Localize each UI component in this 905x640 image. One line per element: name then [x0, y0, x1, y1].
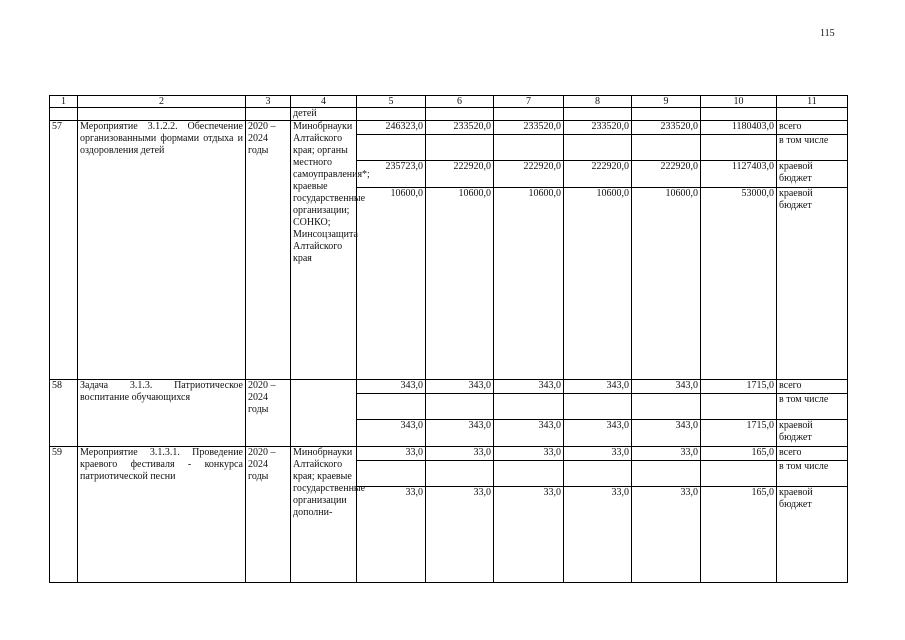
carry-over-row: [50, 108, 848, 121]
column-header: 5: [357, 96, 426, 108]
cell: [777, 108, 848, 121]
value-cell: 343,0: [357, 420, 426, 447]
value-cell: [564, 135, 632, 161]
value-cell: [357, 461, 426, 487]
column-header: 8: [564, 96, 632, 108]
table-row: [50, 447, 848, 461]
cell: [632, 108, 701, 121]
cell: [50, 108, 78, 121]
value-cell: 233520,0: [426, 121, 494, 135]
row-number: 59: [50, 447, 78, 583]
source-cell: всего: [777, 121, 848, 135]
value-cell: 222920,0: [426, 161, 494, 188]
row-executor: Минобрнауки Алтайского края; краевые государственные организации дополни-: [291, 447, 357, 583]
value-cell: 33,0: [564, 487, 632, 583]
value-cell: [701, 461, 777, 487]
row-name: Мероприятие 3.1.3.1. Проведение краевого фестиваля - конкурса патриотической песни: [78, 447, 246, 583]
value-cell: [494, 461, 564, 487]
value-cell: [426, 135, 494, 161]
value-cell: [564, 394, 632, 420]
value-cell: 10600,0: [494, 188, 564, 380]
value-cell: 33,0: [564, 447, 632, 461]
column-header: 11: [777, 96, 848, 108]
value-cell: 343,0: [494, 420, 564, 447]
budget-table: [49, 95, 848, 583]
value-cell: [701, 394, 777, 420]
source-cell: краевой бюджет: [777, 188, 848, 380]
cell: [357, 108, 426, 121]
value-cell: 222920,0: [564, 161, 632, 188]
value-cell: 343,0: [632, 420, 701, 447]
column-header: 7: [494, 96, 564, 108]
value-cell: [632, 461, 701, 487]
value-cell: 343,0: [564, 420, 632, 447]
value-cell: [426, 394, 494, 420]
source-cell: краевой бюджет: [777, 420, 848, 447]
value-cell: 33,0: [357, 447, 426, 461]
value-cell: [564, 461, 632, 487]
value-cell: 10600,0: [426, 188, 494, 380]
value-cell: 33,0: [426, 487, 494, 583]
cell: [494, 108, 564, 121]
row-number: 57: [50, 121, 78, 380]
page-number: 115: [820, 28, 835, 39]
value-cell: 343,0: [426, 420, 494, 447]
row-years: 2020 – 2024 годы: [246, 380, 291, 447]
source-cell: всего: [777, 380, 848, 394]
source-cell: в том числе: [777, 135, 848, 161]
cell: [701, 108, 777, 121]
value-cell: [426, 461, 494, 487]
value-cell: 1715,0: [701, 420, 777, 447]
value-cell: 33,0: [632, 487, 701, 583]
value-cell: [701, 135, 777, 161]
source-cell: краевой бюджет: [777, 161, 848, 188]
cell: [246, 108, 291, 121]
carry-over-text: детей: [291, 108, 357, 121]
cell: [426, 108, 494, 121]
value-cell: [357, 394, 426, 420]
value-cell: [494, 394, 564, 420]
value-cell: [632, 135, 701, 161]
column-header: 3: [246, 96, 291, 108]
value-cell: [494, 135, 564, 161]
column-header: 10: [701, 96, 777, 108]
value-cell: 10600,0: [632, 188, 701, 380]
value-cell: 233520,0: [564, 121, 632, 135]
value-cell: 1715,0: [701, 380, 777, 394]
table-row: [50, 121, 848, 135]
cell: [78, 108, 246, 121]
source-cell: всего: [777, 447, 848, 461]
value-cell: 33,0: [357, 487, 426, 583]
value-cell: [632, 394, 701, 420]
column-header: 2: [78, 96, 246, 108]
value-cell: 33,0: [632, 447, 701, 461]
value-cell: 165,0: [701, 487, 777, 583]
table-row: [50, 380, 848, 394]
source-cell: в том числе: [777, 461, 848, 487]
value-cell: 1180403,0: [701, 121, 777, 135]
value-cell: 165,0: [701, 447, 777, 461]
row-name: Задача 3.1.3. Патриотическое воспитание обучающихся: [78, 380, 246, 447]
row-number: 58: [50, 380, 78, 447]
value-cell: 10600,0: [357, 188, 426, 380]
row-years: 2020 – 2024 годы: [246, 447, 291, 583]
value-cell: 1127403,0: [701, 161, 777, 188]
value-cell: 53000,0: [701, 188, 777, 380]
value-cell: 343,0: [357, 380, 426, 394]
value-cell: 10600,0: [564, 188, 632, 380]
row-years: 2020 – 2024 годы: [246, 121, 291, 380]
value-cell: 222920,0: [632, 161, 701, 188]
column-header: 9: [632, 96, 701, 108]
value-cell: 33,0: [426, 447, 494, 461]
source-cell: краевой бюджет: [777, 487, 848, 583]
value-cell: 233520,0: [494, 121, 564, 135]
value-cell: 33,0: [494, 447, 564, 461]
value-cell: [357, 135, 426, 161]
column-header: 4: [291, 96, 357, 108]
value-cell: 343,0: [564, 380, 632, 394]
column-header-row: [50, 96, 848, 108]
cell: [564, 108, 632, 121]
value-cell: 343,0: [494, 380, 564, 394]
value-cell: 343,0: [426, 380, 494, 394]
row-name: Мероприятие 3.1.2.2. Обеспечение организованными формами отдыха и оздоровления детей: [78, 121, 246, 380]
value-cell: 343,0: [632, 380, 701, 394]
column-header: 1: [50, 96, 78, 108]
row-executor: Минобрнауки Алтайского края; органы местного самоуправления*; краевые государственные организации; СОНКО; Минсоцзащита Алтайского края: [291, 121, 357, 380]
value-cell: 235723,0: [357, 161, 426, 188]
value-cell: 33,0: [494, 487, 564, 583]
row-executor: [291, 380, 357, 447]
column-header: 6: [426, 96, 494, 108]
value-cell: 233520,0: [632, 121, 701, 135]
value-cell: 246323,0: [357, 121, 426, 135]
value-cell: 222920,0: [494, 161, 564, 188]
source-cell: в том числе: [777, 394, 848, 420]
